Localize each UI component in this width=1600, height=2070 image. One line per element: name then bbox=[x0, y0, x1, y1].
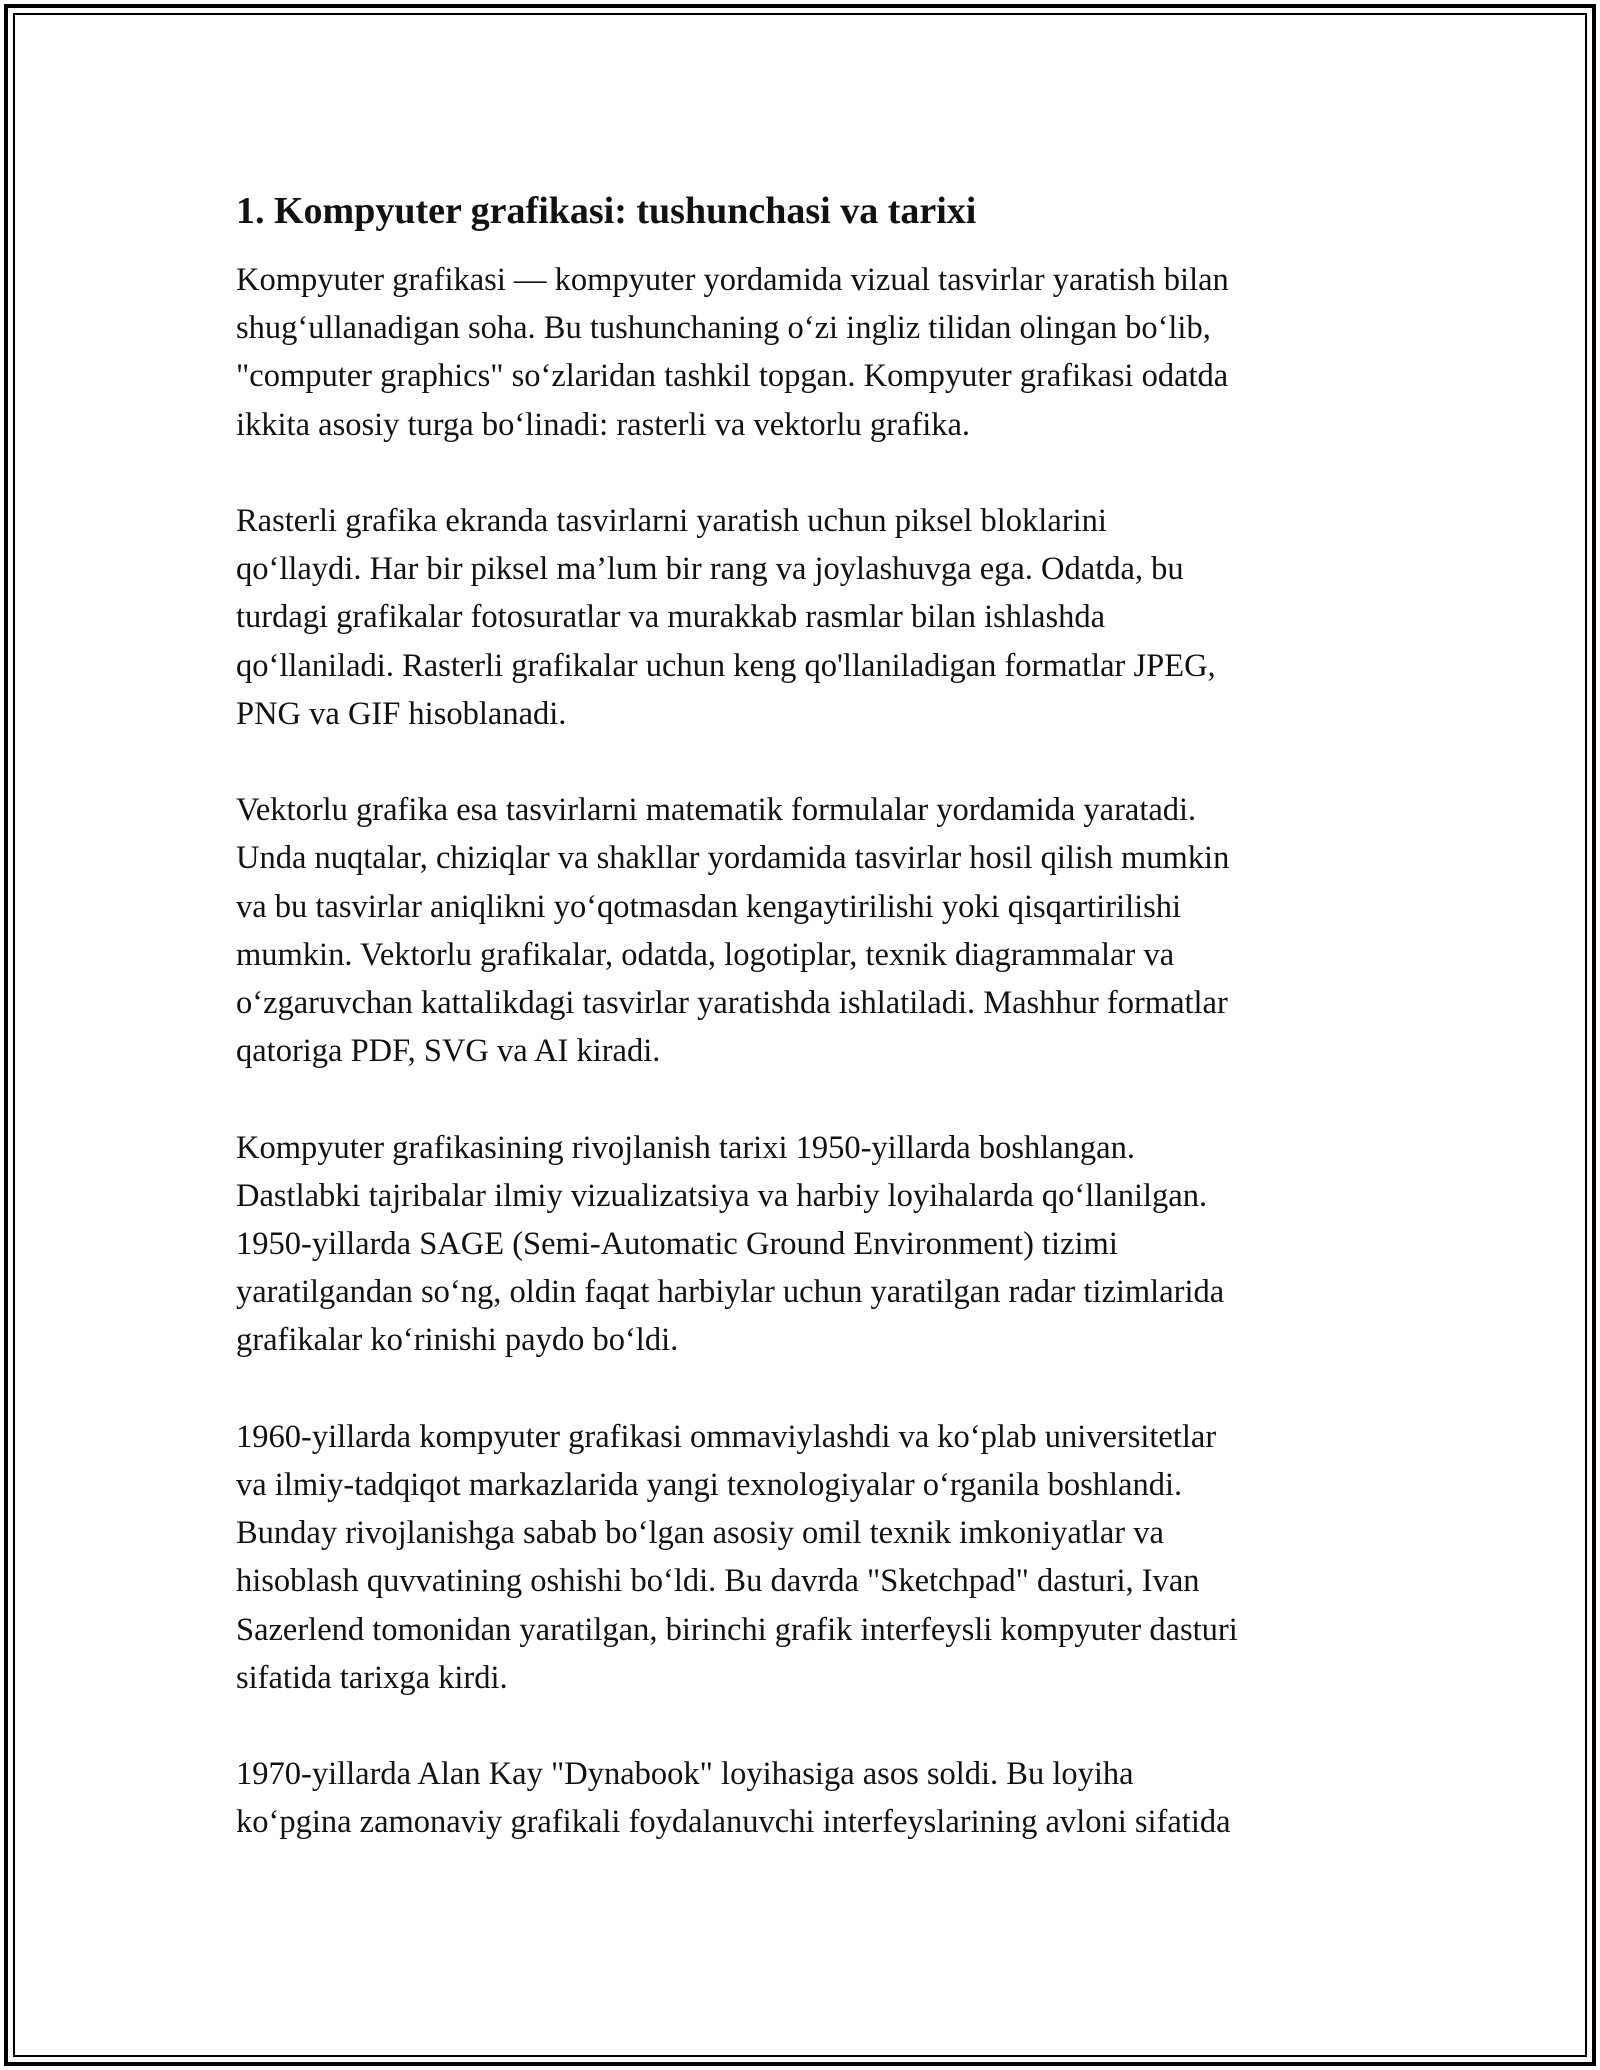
paragraph-history-1960s bbox=[236, 1413, 1386, 1702]
text-line: Sazerlend tomonidan yaratilgan, birinchi grafik interfeysli kompyuter dasturi bbox=[236, 1611, 1238, 1648]
text-line: o‘zgaruvchan kattalikdagi tasvirlar yaratishda ishlatiladi. Mashhur formatlar bbox=[236, 985, 1228, 1022]
text-line: va ilmiy-tadqiqot markazlarida yangi texnologiyalar o‘rganila boshlandi. bbox=[236, 1467, 1183, 1504]
text-line: grafikalar ko‘rinishi paydo bo‘ldi. bbox=[236, 1322, 679, 1359]
text-line: Kompyuter grafikasi — kompyuter yordamida vizual tasvirlar yaratish bilan bbox=[236, 262, 1229, 298]
text-line: qo‘llaniladi. Rasterli grafikalar uchun keng qo'llaniladigan formatlar JPEG, bbox=[236, 647, 1216, 684]
text-line: Dastlabki tajribalar ilmiy vizualizatsiya va harbiy loyihalarda qo‘llanilgan. bbox=[236, 1177, 1208, 1214]
text-line: Vektorlu grafika esa tasvirlarni matematik formulalar yordamida yaratadi. bbox=[236, 792, 1197, 829]
paragraph-history-1950s bbox=[236, 1124, 1386, 1365]
text-line: yaratilgandan so‘ng, oldin faqat harbiylar uchun yaratilgan radar tizimlarida bbox=[236, 1274, 1225, 1311]
text-line: hisoblash quvvatining oshishi bo‘ldi. Bu davrda "Sketchpad" dasturi, Ivan bbox=[236, 1563, 1200, 1600]
paragraph-vector-graphics bbox=[236, 786, 1386, 1075]
text-line: 1950-yillarda SAGE (Semi-Automatic Ground Environment) tizimi bbox=[236, 1226, 1118, 1263]
text-line: Bunday rivojlanishga sabab bo‘lgan asosiy omil texnik imkoniyatlar va bbox=[236, 1515, 1164, 1552]
document-body bbox=[236, 186, 1386, 1895]
document-title: 1. Kompyuter grafikasi: tushunchasi va tarixi bbox=[236, 190, 977, 232]
text-line: "computer graphics" so‘zlaridan tashkil topgan. Kompyuter grafikasi odatda bbox=[236, 358, 1229, 395]
text-line: mumkin. Vektorlu grafikalar, odatda, logotiplar, texnik diagrammalar va bbox=[236, 936, 1175, 973]
text-line: ikkita asosiy turga bo‘linadi: rasterli va vektorlu grafika. bbox=[236, 406, 971, 443]
paragraph-history-1970s bbox=[236, 1750, 1386, 1846]
text-line: qatoriga PDF, SVG va AI kiradi. bbox=[236, 1033, 661, 1070]
text-line: qo‘llaydi. Har bir piksel ma’lum bir rang va joylashuvga ega. Odatda, bu bbox=[236, 551, 1184, 588]
paragraph-raster-graphics bbox=[236, 497, 1386, 738]
text-line: 1970-yillarda Alan Kay "Dynabook" loyihasiga asos soldi. Bu loyiha bbox=[236, 1756, 1134, 1793]
text-line: 1960-yillarda kompyuter grafikasi ommaviylashdi va ko‘plab universitetlar bbox=[236, 1418, 1217, 1455]
text-line: sifatida tarixga kirdi. bbox=[236, 1659, 508, 1696]
text-line: PNG va GIF hisoblanadi. bbox=[236, 695, 567, 732]
text-line: va bu tasvirlar aniqlikni yo‘qotmasdan kengaytirilishi yoki qisqartirilishi bbox=[236, 888, 1182, 925]
text-line: shug‘ullanadigan soha. Bu tushunchaning o‘zi ingliz tilidan olingan bo‘lib, bbox=[236, 310, 1211, 347]
text-line: Rasterli grafika ekranda tasvirlarni yaratish uchun piksel bloklarini bbox=[236, 503, 1107, 539]
text-line: Kompyuter grafikasining rivojlanish tarixi 1950-yillarda boshlangan. bbox=[236, 1129, 1135, 1166]
text-line: ko‘pgina zamonaviy grafikali foydalanuvchi interfeyslarining avloni sifatida bbox=[236, 1804, 1231, 1841]
text-line: turdagi grafikalar fotosuratlar va murakkab rasmlar bilan ishlashda bbox=[236, 599, 1106, 636]
text-line: Unda nuqtalar, chiziqlar va shakllar yordamida tasvirlar hosil qilish mumkin bbox=[236, 840, 1230, 877]
paragraph-definition bbox=[236, 256, 1386, 449]
